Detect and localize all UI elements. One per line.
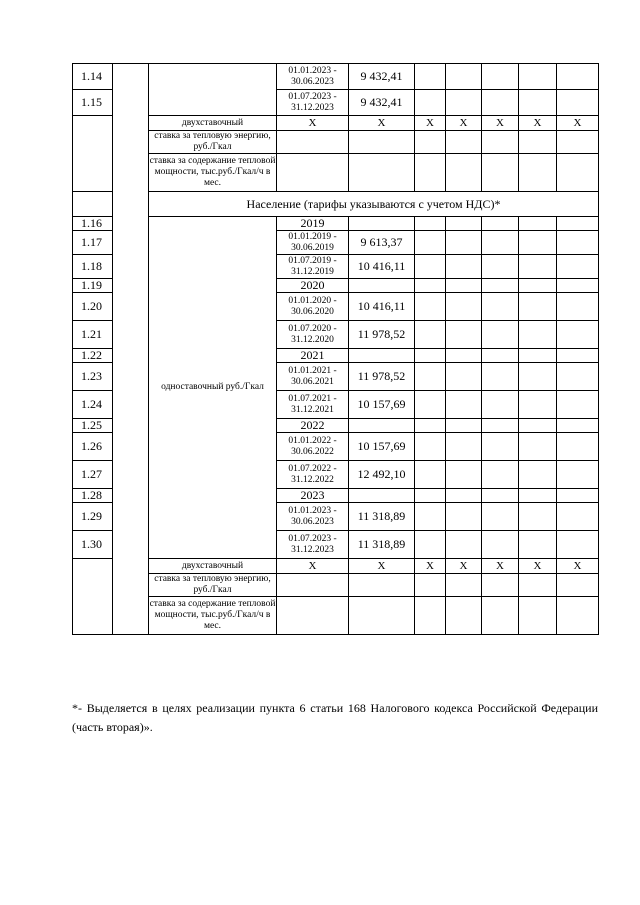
empty-cell [557, 255, 599, 279]
empty-cell [415, 531, 446, 559]
empty-cell [446, 255, 482, 279]
empty-cell [415, 349, 446, 363]
empty-cell [519, 574, 557, 597]
x-mark-cell: X [519, 116, 557, 131]
empty-cell [557, 574, 599, 597]
empty-cell [557, 293, 599, 321]
row-number-cell: 1.25 [73, 419, 113, 433]
empty-cell [557, 321, 599, 349]
table-row [73, 154, 599, 192]
empty-cell [482, 574, 519, 597]
footnote: *- Выделяется в целях реализации пункта 6 статьи 168 Налогового кодекса Российской Федерации (часть вторая)». [72, 701, 598, 734]
table-row [73, 559, 599, 574]
empty-cell [482, 90, 519, 116]
period-cell: 01.07.2020 - 31.12.2020 [277, 321, 349, 349]
tariff-value-cell: 11 978,52 [349, 321, 415, 349]
empty-cell [557, 231, 599, 255]
row-number-cell: 1.28 [73, 489, 113, 503]
x-mark-cell: X [349, 559, 415, 574]
empty-cell [482, 217, 519, 231]
empty-cell [557, 131, 599, 154]
empty-cell [557, 461, 599, 489]
empty-cell [557, 597, 599, 635]
empty-cell [446, 154, 482, 192]
empty-cell [482, 255, 519, 279]
empty-cell [557, 363, 599, 391]
empty-cell [415, 489, 446, 503]
row-number-cell: 1.18 [73, 255, 113, 279]
empty-cell [519, 349, 557, 363]
tariff-value-cell: 10 157,69 [349, 391, 415, 419]
empty-cell [446, 293, 482, 321]
table-row [73, 116, 599, 131]
table-row [73, 574, 599, 597]
empty-cell [519, 489, 557, 503]
x-mark-cell: X [557, 116, 599, 131]
empty-cell [557, 279, 599, 293]
row-number-cell: 1.27 [73, 461, 113, 489]
tariff-value-cell: 12 492,10 [349, 461, 415, 489]
empty-cell [557, 154, 599, 192]
row-number-cell: 1.17 [73, 231, 113, 255]
empty-cell [482, 597, 519, 635]
empty-cell [277, 597, 349, 635]
empty-cell [349, 419, 415, 433]
empty-cell [349, 489, 415, 503]
empty-cell [482, 293, 519, 321]
empty-cell [446, 461, 482, 489]
empty-cell [519, 597, 557, 635]
empty-cell [557, 64, 599, 90]
empty-cell [557, 419, 599, 433]
empty-cell [446, 321, 482, 349]
row-number-cell: 1.16 [73, 217, 113, 231]
empty-cell [557, 433, 599, 461]
empty-cell [446, 489, 482, 503]
empty-cell [482, 419, 519, 433]
tariff-value-cell: 9 432,41 [349, 90, 415, 116]
section-title: Население (тарифы указываются с учетом НДС)* [149, 192, 599, 217]
period-cell: 01.07.2021 - 31.12.2021 [277, 391, 349, 419]
empty-cell [519, 293, 557, 321]
empty-cell [482, 64, 519, 90]
empty-cell [519, 231, 557, 255]
empty-cell [415, 433, 446, 461]
rate-label-cell: ставка за содержание тепловой мощности, тыс.руб./Гкал/ч в мес. [149, 597, 277, 635]
empty-cell [482, 489, 519, 503]
row-number-cell: 1.24 [73, 391, 113, 419]
empty-cell [415, 574, 446, 597]
x-mark-cell: X [349, 116, 415, 131]
period-cell: 01.01.2022 - 30.06.2022 [277, 433, 349, 461]
empty-cell [349, 154, 415, 192]
blank-column-cell [113, 64, 149, 635]
x-mark-cell: X [415, 116, 446, 131]
tariff-table [72, 63, 599, 635]
row-number-cell: 1.29 [73, 503, 113, 531]
tariff-value-cell: 11 318,89 [349, 531, 415, 559]
empty-cell [482, 349, 519, 363]
x-mark-cell: X [277, 116, 349, 131]
row-number-cell: 1.14 [73, 64, 113, 90]
tariff-value-cell: 10 157,69 [349, 433, 415, 461]
row-number-cell [73, 116, 113, 192]
row-number-cell: 1.26 [73, 433, 113, 461]
period-cell: 01.01.2023 - 30.06.2023 [277, 64, 349, 90]
period-cell: 01.01.2020 - 30.06.2020 [277, 293, 349, 321]
empty-cell [415, 419, 446, 433]
empty-cell [446, 279, 482, 293]
period-cell: 01.07.2023 - 31.12.2023 [277, 90, 349, 116]
empty-cell [482, 321, 519, 349]
row-number-cell [73, 559, 113, 635]
x-mark-cell: X [557, 559, 599, 574]
empty-cell [415, 461, 446, 489]
year-cell: 2023 [277, 489, 349, 503]
empty-cell [519, 154, 557, 192]
period-cell: 01.01.2023 - 30.06.2023 [277, 503, 349, 531]
year-cell: 2020 [277, 279, 349, 293]
empty-cell [415, 391, 446, 419]
empty-cell [482, 279, 519, 293]
empty-cell [519, 279, 557, 293]
row-number-cell: 1.21 [73, 321, 113, 349]
empty-cell [482, 131, 519, 154]
tariff-value-cell: 11 978,52 [349, 363, 415, 391]
empty-cell [446, 391, 482, 419]
empty-cell [415, 231, 446, 255]
x-mark-cell: X [446, 559, 482, 574]
empty-cell [519, 90, 557, 116]
year-cell: 2021 [277, 349, 349, 363]
tariff-value-cell: 9 613,37 [349, 231, 415, 255]
year-cell: 2022 [277, 419, 349, 433]
empty-cell [446, 433, 482, 461]
row-number-cell: 1.23 [73, 363, 113, 391]
empty-cell [446, 231, 482, 255]
empty-cell [482, 503, 519, 531]
empty-cell [446, 131, 482, 154]
empty-cell [446, 217, 482, 231]
empty-cell [519, 433, 557, 461]
empty-cell [415, 255, 446, 279]
empty-cell [349, 279, 415, 293]
tariff-type-label: двухставочный [149, 116, 277, 131]
empty-cell [519, 391, 557, 419]
empty-cell [446, 349, 482, 363]
rate-label-cell: ставка за тепловую энергию, руб./Гкал [149, 131, 277, 154]
empty-cell [519, 531, 557, 559]
table-row [73, 597, 599, 635]
row-number-cell: 1.20 [73, 293, 113, 321]
row-number-cell: 1.30 [73, 531, 113, 559]
row-number-cell [73, 192, 113, 217]
empty-cell [482, 154, 519, 192]
empty-cell [415, 503, 446, 531]
empty-cell [557, 90, 599, 116]
row-number-cell: 1.22 [73, 349, 113, 363]
tariff-type-label: двухставочный [149, 559, 277, 574]
x-mark-cell: X [446, 116, 482, 131]
x-mark-cell: X [519, 559, 557, 574]
row-number-cell: 1.15 [73, 90, 113, 116]
table-row [73, 217, 599, 231]
period-cell: 01.07.2022 - 31.12.2022 [277, 461, 349, 489]
empty-cell [415, 131, 446, 154]
empty-cell [277, 574, 349, 597]
empty-cell [519, 217, 557, 231]
empty-cell [415, 279, 446, 293]
empty-cell [415, 217, 446, 231]
one-part-category-cell: одноставочный руб./Гкал [149, 217, 277, 559]
period-cell: 01.07.2023 - 31.12.2023 [277, 531, 349, 559]
period-cell: 01.01.2021 - 30.06.2021 [277, 363, 349, 391]
period-cell: 01.01.2019 - 30.06.2019 [277, 231, 349, 255]
empty-cell [446, 574, 482, 597]
empty-cell [557, 217, 599, 231]
empty-cell [482, 433, 519, 461]
x-mark-cell: X [415, 559, 446, 574]
year-cell: 2019 [277, 217, 349, 231]
empty-cell [557, 503, 599, 531]
empty-cell [519, 363, 557, 391]
empty-cell [277, 131, 349, 154]
empty-cell [446, 531, 482, 559]
empty-cell [519, 64, 557, 90]
empty-cell [415, 293, 446, 321]
empty-cell [349, 217, 415, 231]
empty-cell [277, 154, 349, 192]
x-mark-cell: X [482, 116, 519, 131]
empty-cell [349, 131, 415, 154]
empty-cell [519, 321, 557, 349]
rate-label-cell: ставка за тепловую энергию, руб./Гкал [149, 574, 277, 597]
empty-cell [482, 231, 519, 255]
table-row [73, 131, 599, 154]
empty-cell [415, 90, 446, 116]
empty-cell [557, 349, 599, 363]
category-cell [149, 64, 277, 116]
empty-cell [446, 503, 482, 531]
empty-cell [446, 597, 482, 635]
empty-cell [415, 154, 446, 192]
empty-cell [519, 461, 557, 489]
empty-cell [446, 363, 482, 391]
empty-cell [349, 349, 415, 363]
tariff-value-cell: 11 318,89 [349, 503, 415, 531]
empty-cell [557, 489, 599, 503]
empty-cell [446, 419, 482, 433]
empty-cell [446, 64, 482, 90]
table-row [73, 64, 599, 90]
x-mark-cell: X [277, 559, 349, 574]
row-number-cell: 1.19 [73, 279, 113, 293]
empty-cell [415, 597, 446, 635]
empty-cell [482, 461, 519, 489]
empty-cell [415, 363, 446, 391]
empty-cell [349, 597, 415, 635]
empty-cell [446, 90, 482, 116]
tariff-value-cell: 9 432,41 [349, 64, 415, 90]
empty-cell [557, 391, 599, 419]
tariff-value-cell: 10 416,11 [349, 255, 415, 279]
empty-cell [482, 531, 519, 559]
empty-cell [519, 255, 557, 279]
empty-cell [557, 531, 599, 559]
rate-label-cell: ставка за содержание тепловой мощности, тыс.руб./Гкал/ч в мес. [149, 154, 277, 192]
tariff-value-cell: 10 416,11 [349, 293, 415, 321]
x-mark-cell: X [482, 559, 519, 574]
empty-cell [519, 503, 557, 531]
empty-cell [415, 321, 446, 349]
empty-cell [482, 363, 519, 391]
empty-cell [415, 64, 446, 90]
period-cell: 01.07.2019 - 31.12.2019 [277, 255, 349, 279]
empty-cell [482, 391, 519, 419]
empty-cell [519, 131, 557, 154]
table-row [73, 192, 599, 217]
empty-cell [519, 419, 557, 433]
empty-cell [349, 574, 415, 597]
